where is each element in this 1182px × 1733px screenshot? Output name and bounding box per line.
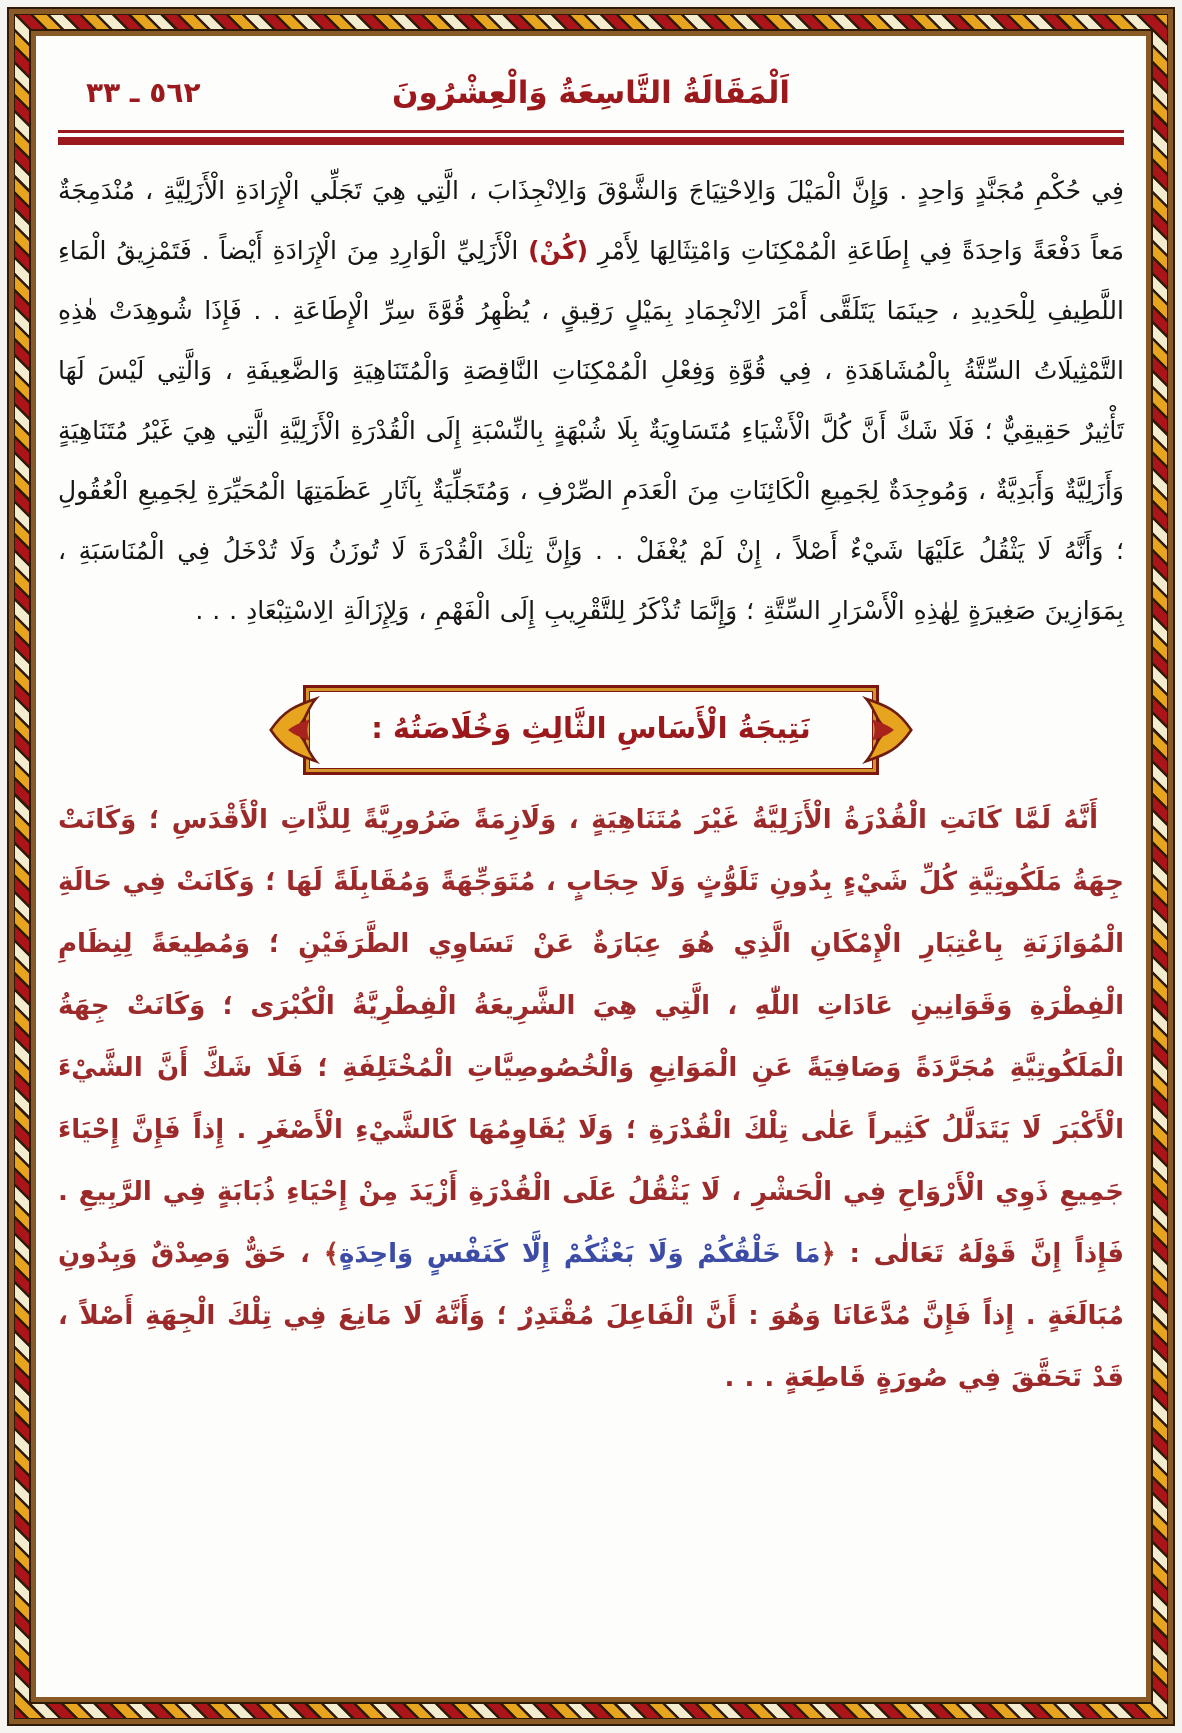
chapter-title: اَلْمَقَالَةُ التَّاسِعَةُ وَالْعِشْرُونَ	[392, 75, 790, 111]
header-rule-thin-line	[58, 130, 1124, 133]
body-paragraph: فِي حُكْمِ مُجَنَّدٍ وَاحِدٍ . وَإِنَّ الْمَيْلَ وَالِاحْتِيَاجَ وَالشَّوْقَ وَالِانْجِذَابَ ، الَّتِي هِيَ تَجَلِّي الْإِرَادَةِ الْأَزَلِيَّةِ ، مُنْدَمِجَةٌ مَعاً دَفْعَةً وَاحِدَةً فِي إِطَاعَةِ الْمُمْكِنَاتِ وَامْتِثَالِهَا لِأَمْرِ (كُنْ) الْأَزَلِيِّ الْوَارِدِ مِنَ الْإِرَادَةِ أَيْضاً . فَتَمْزِيقُ الْمَاءِ اللَّطِيفِ لِلْحَدِيدِ ، حِينَمَا يَتَلَقَّى أَمْرَ الِانْجِمَادِ بِمَيْلٍ رَقِيقٍ ، يُظْهِرُ قُوَّةَ سِرِّ الْإِطَاعَةِ . . فَإِذَا شُوهِدَتْ هٰذِهِ التَّمْثِيلَاتُ السِّتَّةُ بِالْمُشَاهَدَةِ ، فِي قُوَّةِ وَفِعْلِ الْمُمْكِنَاتِ النَّاقِصَةِ وَالْمُتَنَاهِيَةِ وَالضَّعِيفَةِ ، وَالَّتِي لَيْسَ لَهَا تَأْثِيرٌ حَقِيقِيٌّ ؛ فَلَا شَكَّ أَنَّ كُلَّ الْأَشْيَاءِ مُتَسَاوِيَةٌ بِلَا شُبْهَةٍ بِالنِّسْبَةِ إِلَى الْقُدْرَةِ الْأَزَلِيَّةِ الَّتِي هِيَ غَيْرُ مُتَنَاهِيَةٍ وَأَزَلِيَّةٌ وَأَبَدِيَّةٌ ، وَمُوجِدَةٌ لِجَمِيعِ الْكَائِنَاتِ مِنَ الْعَدَمِ الصِّرْفِ ، وَمُتَجَلِّيَةٌ بِآثَارِ عَظَمَتِهَا الْمُحَيِّرَةِ لِجَمِيعِ الْعُقُولِ ؛ وَأَنَّهُ لَا يَثْقُلُ عَلَيْهَا شَيْءٌ أَصْلاً ، إِنْ لَمْ يُغْفَلْ . . وَإِنَّ تِلْكَ الْقُدْرَةَ لَا تُوزَنُ وَلَا تُدْخَلُ فِي الْمُنَاسَبَةِ ، بِمَوَازِينَ صَغِيرَةٍ لِهٰذِهِ الْأَسْرَارِ السِّتَّةِ ؛ وَإِنَّمَا تُذْكَرُ لِلتَّقْرِيبِ إِلَى الْفَهْمِ ، وَلِإِزَالَةِ الِاسْتِبْعَادِ . . .	[49, 176, 1124, 625]
section-heading-row	[58, 685, 1124, 775]
section-heading-box	[303, 685, 879, 775]
header-rule-thick-line	[58, 137, 1124, 145]
page-header	[58, 62, 1124, 124]
floral-ornament-icon	[269, 694, 321, 766]
ornamental-chain-border	[9, 9, 1173, 1724]
section-heading-border-inner	[309, 691, 873, 769]
section-heading-border-outer	[303, 685, 879, 775]
page-content	[31, 31, 1151, 1702]
header-rule	[58, 130, 1124, 145]
section-heading-inner	[317, 699, 865, 761]
floral-ornament-icon	[861, 694, 913, 766]
section-heading-title: نَتِيجَةُ الْأَسَاسِ الثَّالِثِ وَخُلَاصَتُهُ :	[371, 711, 811, 745]
conclusion-paragraph: أَنَّهُ لَمَّا كَانَتِ الْقُدْرَةُ الْأَزَلِيَّةُ غَيْرَ مُتَنَاهِيَةٍ ، وَلَازِمَةً ضَرُورِيَّةً لِلذَّاتِ الْأَقْدَسِ ؛ وَكَانَتْ جِهَةُ مَلَكُوتِيَّةِ كُلِّ شَيْءٍ بِدُونِ تَلَوُّثٍ وَلَا حِجَابٍ ، مُتَوَجِّهَةً وَمُقَابِلَةً لَهَا ؛ وَكَانَتْ فِي حَالَةِ الْمُوَازَنَةِ بِاعْتِبَارِ الْإِمْكَانِ الَّذِي هُوَ عِبَارَةٌ عَنْ تَسَاوِي الطَّرَفَيْنِ ؛ وَمُطِيعَةً لِنِظَامِ الْفِطْرَةِ وَقَوَانِينِ عَادَاتِ اللّٰهِ ، الَّتِي هِيَ الشَّرِيعَةُ الْفِطْرِيَّةُ الْكُبْرَى ؛ وَكَانَتْ جِهَةُ الْمَلَكُوتِيَّةِ مُجَرَّدَةً وَصَافِيَةً عَنِ الْمَوَانِعِ وَالْخُصُوصِيَّاتِ الْمُخْتَلِفَةِ ؛ فَلَا شَكَّ أَنَّ الشَّيْءَ الْأَكْبَرَ لَا يَتَدَلَّلُ كَثِيراً عَلٰى تِلْكَ الْقُدْرَةِ ؛ وَلَا يُقَاوِمُهَا كَالشَّيْءِ الْأَصْغَرِ . إِذاً فَإِنَّ إِحْيَاءَ جَمِيعِ ذَوِي الْأَرْوَاحِ فِي الْحَشْرِ ، لَا يَثْقُلُ عَلَى الْقُدْرَةِ أَزْيَدَ مِنْ إِحْيَاءِ ذُبَابَةٍ فِي الرَّبِيعِ . فَإِذاً إِنَّ قَوْلَهُ تَعَالٰى : ﴿مَا خَلْقُكُمْ وَلَا بَعْثُكُمْ إِلَّا كَنَفْسٍ وَاحِدَةٍ﴾ ، حَقٌّ وَصِدْقٌ وَبِدُونِ مُبَالَغَةٍ . إِذاً فَإِنَّ مُدَّعَانَا وَهُوَ : أَنَّ الْفَاعِلَ مُقْتَدِرٌ ؛ وَأَنَّهُ لَا مَانِعَ فِي تِلْكَ الْجِهَةِ أَصْلاً ، قَدْ تَحَقَّقَ فِي صُورَةٍ قَاطِعَةٍ . . .	[47, 805, 1124, 1393]
page-number: ٥٦٢ ـ ٣٣	[86, 76, 201, 109]
